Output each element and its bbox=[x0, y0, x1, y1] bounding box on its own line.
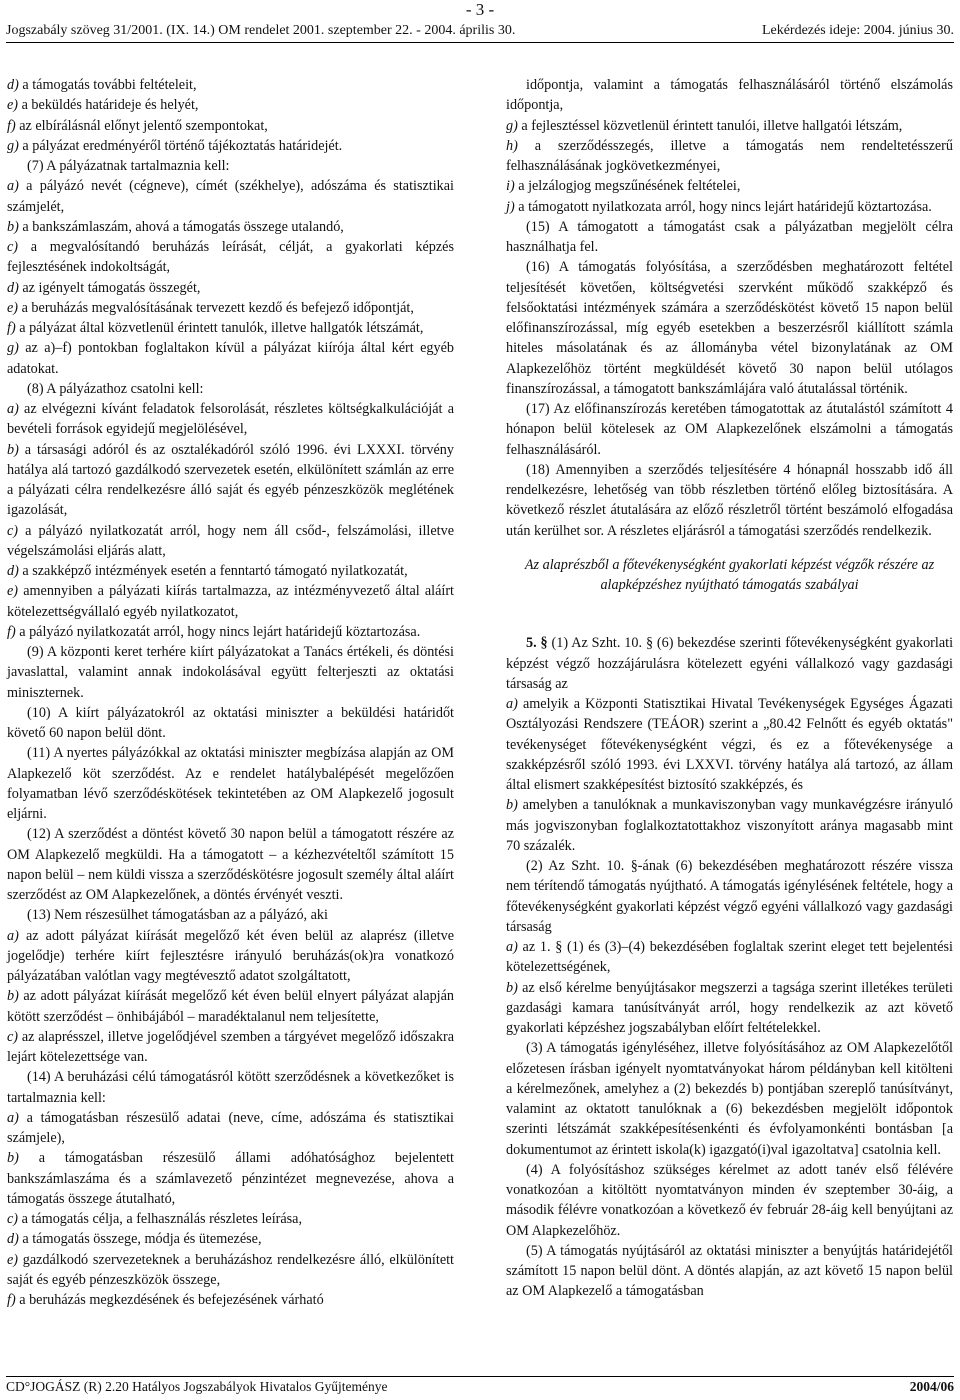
paragraph-text: (10) A kiírt pályázatokról az oktatási miniszter a beküldési határidőt követő 60 napon belül dönt. bbox=[7, 704, 454, 741]
paragraph bbox=[7, 95, 454, 115]
paragraph bbox=[506, 633, 953, 694]
paragraph-text: az elbírálásnál előnyt jelentő szempontokat, bbox=[15, 117, 268, 134]
paragraph bbox=[506, 136, 953, 177]
paragraph bbox=[7, 217, 454, 237]
paragraph bbox=[7, 521, 454, 562]
paragraph-text: a beküldés határideje és helyét, bbox=[18, 97, 199, 114]
paragraph bbox=[506, 1241, 953, 1302]
paragraph-text: időpontja, valamint a támogatás felhasználásáról történő elszámolás időpontja, bbox=[506, 77, 953, 114]
header-document-info: Jogszabály szöveg 31/2001. (IX. 14.) OM rendelet 2001. szeptember 22. - 2004. április 30. bbox=[6, 23, 516, 38]
paragraph-text: a bankszámlaszám, ahová a támogatás összege utalandó, bbox=[18, 218, 344, 235]
paragraph-text: a támogatás összege, módja és ütemezése, bbox=[18, 1231, 262, 1248]
paragraph bbox=[7, 379, 454, 399]
paragraph bbox=[506, 978, 953, 1039]
paragraph bbox=[7, 642, 454, 703]
paragraph-text: (17) Az előfinanszírozás keretében támogatottak az átutalástól számított 4 hónapon belül kötelesek az OM Alapkezelőnek elszámolni a támogatás felhasználásáról. bbox=[506, 401, 953, 458]
paragraph-text: (13) Nem részesülhet támogatásban az a pályázó, aki bbox=[27, 907, 328, 924]
paragraph-text: (11) A nyertes pályázókkal az oktatási miniszter megbízása alapján az OM Alapkezelő köt szerződést. Az e rendelet hatálybalépését megelőzően folyamatban lévő szerződéskötések tekintetében az OM Alapkezelő jogosult eljárni. bbox=[7, 745, 454, 822]
paragraph-text: a támogatás további feltételeit, bbox=[18, 77, 197, 93]
paragraph-text: a támogatás célja, a felhasználás részletes leírása, bbox=[18, 1211, 303, 1227]
paragraph-marker: d) bbox=[7, 279, 19, 296]
paragraph-text: a szerződésszegés, illetve a támogatás nem rendeltetésszerű felhasználásának jogkövetkezményei, bbox=[506, 137, 953, 174]
paragraph-marker: j) bbox=[506, 198, 515, 215]
paragraph-marker: a) bbox=[7, 401, 19, 417]
paragraph-text: (2) Az Szht. 10. §-ának (6) bekezdésében meghatározott részére vissza nem térítendő támogatás nyújtható. A támogatás igénylésének feltétele, hogy a főtevékenységként gyakorlati képzést végző egyéni vállalkozó vagy gazdasági társaság bbox=[506, 858, 953, 935]
paragraph bbox=[506, 937, 953, 978]
paragraph-text: a támogatott nyilatkozata arról, hogy nincs lejárt határidejű köztartozása. bbox=[514, 198, 932, 215]
paragraph bbox=[506, 694, 953, 795]
paragraph bbox=[7, 581, 454, 622]
paragraph bbox=[506, 856, 953, 937]
paragraph-text: (8) A pályázathoz csatolni kell: bbox=[27, 380, 204, 397]
paragraph-text: (1) Az Szht. 10. § (6) bekezdése szerinti főtevékenységként gyakorlati képzést végző hozzájárulásra kötelezett egyéni vállalkozó vagy gazdasági társaság az bbox=[506, 635, 954, 692]
paragraph bbox=[7, 1108, 454, 1149]
left-column bbox=[7, 75, 454, 1310]
paragraph-text: amennyiben a pályázati kiírás tartalmazza, az intézményvezető által aláírt kötelezettségvállaló egyéb nyilatkozatot, bbox=[7, 583, 454, 620]
paragraph bbox=[7, 1290, 454, 1310]
paragraph bbox=[506, 1038, 953, 1160]
paragraph-marker: b) bbox=[7, 441, 19, 458]
paragraph bbox=[7, 1229, 454, 1249]
paragraph-text: amelyben a tanulóknak a munkaviszonyban vagy munkavégzésre irányuló más jogviszonyban foglalkoztatottakhoz viszonyított aránya magasabb mint 70 százalék. bbox=[506, 797, 953, 854]
header-query-date: Lekérdezés ideje: 2004. június 30. bbox=[761, 23, 954, 38]
paragraph-marker: e) bbox=[7, 299, 19, 316]
paragraph-text: a pályázó nevét (cégneve), címét (székhelye), adószáma és statisztikai számjelét, bbox=[7, 178, 454, 215]
paragraph bbox=[506, 795, 953, 856]
paragraph-text: (9) A központi keret terhére kiírt pályázatokat a Tanács értékeli, és döntési javaslattal, valamint annak indokolásával együtt felterjeszti az oktatási miniszternek. bbox=[7, 644, 454, 701]
paragraph-marker: h) bbox=[506, 137, 518, 154]
paragraph bbox=[7, 136, 454, 156]
footer-edition: 2004/06 bbox=[909, 1379, 954, 1394]
paragraph-marker: f) bbox=[7, 320, 16, 336]
paragraph bbox=[7, 176, 454, 217]
paragraph bbox=[7, 926, 454, 987]
paragraph-marker: f) bbox=[7, 1292, 16, 1308]
paragraph-marker: b) bbox=[7, 218, 19, 235]
footer-publisher: CD°JOGÁSZ (R) 2.20 Hatályos Jogszabályok Hivatalos Gyűjteménye bbox=[6, 1379, 388, 1394]
paragraph-marker: b) bbox=[7, 988, 19, 1005]
paragraph-text: a megvalósítandó beruházás leírását, célját, a gyakorlati képzés fejlesztésének indokoltságát, bbox=[7, 239, 454, 276]
paragraph bbox=[7, 743, 454, 824]
paragraph-text: a beruházás megvalósításának tervezett kezdő és befejező időpontját, bbox=[18, 299, 414, 316]
paragraph bbox=[7, 1209, 454, 1229]
paragraph-marker: 5. § bbox=[526, 635, 548, 652]
paragraph bbox=[506, 197, 953, 217]
paragraph-marker: g) bbox=[7, 137, 19, 154]
paragraph bbox=[506, 257, 953, 399]
paragraph bbox=[7, 905, 454, 925]
paragraph bbox=[7, 986, 454, 1027]
paragraph bbox=[7, 440, 454, 521]
paragraph-text: amelyik a Központi Statisztikai Hivatal Tevékenységek Egységes Ágazati Osztályozási Rendszere (TEÁOR) szerint a „80.42 Felnőtt és egyéb oktatás" tevékenységet főtevékenységként végzi, és ez a főtevékenysége a szakképzésről szóló 1993. évi LXXVI. törvény hatálya alá tartozó, az állam által elismert szakképesítést biztosító szakképzés, és bbox=[506, 696, 953, 793]
paragraph-text: az a)–f) pontokban foglaltakon kívül a pályázat kiírója által kért egyéb adatokat. bbox=[7, 340, 454, 377]
paragraph bbox=[506, 217, 953, 258]
paragraph-text: az elvégezni kívánt feladatok felsorolását, részletes költségkalkulációját a bevételi források egyidejű megjelölésével, bbox=[7, 401, 454, 438]
paragraph-marker: g) bbox=[506, 117, 518, 134]
paragraph bbox=[7, 75, 454, 95]
paragraph-text: a fejlesztéssel közvetlenül érintett tanulói, illetve hallgatói létszám, bbox=[517, 117, 903, 134]
paragraph bbox=[7, 703, 454, 744]
paragraph bbox=[7, 237, 454, 278]
section-title: Az alaprészből a főtevékenységként gyakorlati képzést végzők részére az alapképzéshez nyújtható támogatás szabályai bbox=[524, 556, 935, 593]
paragraph-text: az 1. § (1) és (3)–(4) bekezdésében foglaltak szerint eleget tett bejelentési kötelezettségének, bbox=[506, 939, 953, 976]
paragraph-marker: a) bbox=[506, 939, 518, 955]
paragraph-text: a beruházás megkezdésének és befejezésének várható bbox=[15, 1292, 324, 1308]
paragraph-text: az alaprésszel, illetve jogelődjével szemben a tárgyévet megelőző időszakra lejárt kötelezettsége van. bbox=[7, 1028, 454, 1065]
paragraph-text: az adott pályázat kiírását megelőző két éven belül az alaprész (illetve jogelődje) terhére kiírt fejlesztésre irányuló beruházás(ok)ra vonatkozó pályázatában valótlan vagy megtévesztő adatot szolgáltatott, bbox=[7, 927, 454, 984]
paragraph-text: (14) A beruházási célú támogatásról kötött szerződésnek a következőket is tartalmaznia kell: bbox=[7, 1069, 454, 1106]
paragraph-marker: g) bbox=[7, 340, 19, 357]
paragraph bbox=[7, 116, 454, 136]
paragraph-marker: a) bbox=[7, 1109, 19, 1126]
paragraph bbox=[7, 824, 454, 905]
paragraph-marker: d) bbox=[7, 1231, 19, 1248]
paragraph-text: (18) Amennyiben a szerződés teljesítésére 4 hónapnál hosszabb idő áll rendelkezésre, lehetőség van több részletben történő előleg biztosítására. A következő részlet átutalására az előző részletről történt beszámoló elfogadása után kerülhet sor. A részletes eljárásról a támogatási szerződés rendelkezik. bbox=[506, 461, 953, 539]
paragraph-marker: i) bbox=[506, 178, 515, 195]
page-header bbox=[6, 22, 954, 43]
paragraph bbox=[506, 75, 953, 116]
right-column bbox=[506, 75, 953, 1302]
paragraph bbox=[7, 1250, 454, 1291]
paragraph-text: gazdálkodó szervezeteknek a beruházáshoz rendelkezésre álló, elkülönített saját és egyéb pénzeszközök összege, bbox=[7, 1251, 454, 1288]
paragraph-text: a jelzálogjog megszűnésének feltételei, bbox=[514, 178, 741, 195]
paragraph-marker: d) bbox=[7, 563, 19, 579]
paragraph-marker: c) bbox=[7, 1028, 19, 1045]
paragraph bbox=[7, 399, 454, 440]
paragraph-marker: c) bbox=[7, 239, 19, 255]
paragraph-text: a pályázó nyilatkozatát arról, hogy nem áll csőd-, felszámolási, illetve végelszámolási eljárás alatt, bbox=[7, 522, 454, 559]
paragraph bbox=[7, 298, 454, 318]
paragraph bbox=[7, 156, 454, 176]
page-number: - 3 - bbox=[465, 0, 495, 19]
paragraph-text: (16) A támogatás folyósítása, a szerződésben meghatározott feltétel teljesítését követően, költségvetési szervként működő szakképző és felsőoktatási intézmények számára a szerződéskötést követő 15 napon belül előfinanszírozással, míg egyéb esetekben a beszerzésről kiállított számla hiteles másolatának és az állományba vétel bizonylatának az OM Alapkezelőhöz történt megküldését követő 30 napon belül utólagos finanszírozással, a támogatott bankszámlájára való átutalással történik. bbox=[506, 259, 953, 397]
paragraph-text: (7) A pályázatnak tartalmaznia kell: bbox=[27, 158, 230, 174]
paragraph-marker: f) bbox=[7, 117, 16, 134]
paragraph bbox=[7, 622, 454, 642]
paragraph-marker: f) bbox=[7, 623, 16, 640]
paragraph-text: (15) A támogatott a támogatást csak a pályázatban megjelölt célra használhatja fel. bbox=[506, 218, 953, 255]
paragraph bbox=[7, 318, 454, 338]
paragraph bbox=[7, 338, 454, 379]
paragraph-marker: a) bbox=[7, 927, 19, 944]
paragraph bbox=[7, 1148, 454, 1209]
page-footer bbox=[6, 1376, 954, 1397]
paragraph-marker: b) bbox=[506, 979, 518, 996]
paragraph bbox=[7, 1027, 454, 1068]
paragraph-text: a pályázat által közvetlenül érintett tanulók, illetve hallgatók létszámát, bbox=[15, 320, 424, 336]
paragraph bbox=[506, 1160, 953, 1241]
paragraph-marker: a) bbox=[506, 696, 518, 712]
paragraph-text: (12) A szerződést a döntést követő 30 napon belül a támogatott részére az OM Alapkezelő megküldi. Ha a támogatott – a kézhezvételtől számított 15 napon belül – nem küldi vissza a szerződéskötésre jogosult személy által aláírt szerződést az OM Alapkezelőnek, a döntés érvényét veszti. bbox=[7, 826, 454, 903]
paragraph-text: a szakképző intézmények esetén a fenntartó támogató nyilatkozatát, bbox=[18, 563, 408, 579]
paragraph bbox=[506, 460, 953, 541]
paragraph-marker: b) bbox=[506, 797, 518, 814]
paragraph-text: (3) A támogatás igényléséhez, illetve folyósításához az OM Alapkezelőtől előzetesen írásban igényelt nyomtatványokat három példányban kell kitölteni a kérelmezőnek, amelyhez a (2) bekezdés b) pontjában szereplő tanúsítványt, valamint az oktatott tanulóknak a (6) bekezdésben megjelölt időpontok szerinti létszámát szakképesítésenkénti és évfolyamonkénti bontásban [a dokumentumot az érintett iskola(k) igazgató(i)val igazoltatva] csatolnia kell. bbox=[506, 1040, 953, 1158]
paragraph-marker: d) bbox=[7, 77, 19, 93]
paragraph bbox=[506, 399, 953, 460]
paragraph-text: az adott pályázat kiírását megelőző két éven belül elnyert pályázat alapján kötött szerződést – önhibájából – maradéktalanul nem teljesítette, bbox=[7, 988, 454, 1025]
paragraph-text: a társasági adóról és az osztalékadóról szóló 1996. évi LXXXI. törvény hatálya alá tartozó gazdálkodó szervezetek esetén, elkülönített számlán az erre a pályázati célra rendelkezésre álló saját és egyéb pénzeszközök meglétének igazolását, bbox=[7, 441, 454, 519]
paragraph-marker: c) bbox=[7, 1211, 19, 1227]
paragraph-text: a támogatásban részesülő adatai (neve, címe, adószáma és statisztikai számjele), bbox=[7, 1109, 454, 1146]
paragraph-text: a támogatásban részesülő állami adóhatósághoz bejelentett bankszámlaszáma és a számlavezető pénzintézet megnevezése, ahova a támogatás összege átutalható, bbox=[7, 1150, 454, 1207]
paragraph bbox=[506, 116, 953, 136]
paragraph-text: a pályázat eredményéről történő tájékoztatás határidejét. bbox=[18, 137, 343, 154]
paragraph-text: (4) A folyósításhoz szükséges kérelmet az adott tanév első félévére vonatkozóan a kitöltött nyomtatványon minden év szeptember 30-áig, a második félévre vonatkozóan a következő év február 28-áig kell benyújtani az OM Alapkezelőhöz. bbox=[506, 1161, 953, 1239]
paragraph bbox=[506, 176, 953, 196]
paragraph bbox=[7, 278, 454, 298]
paragraph-text: az igényelt támogatás összegét, bbox=[18, 279, 201, 296]
paragraph-text: (5) A támogatás nyújtásáról az oktatási miniszter a benyújtás határidejétől számított 15 napon belül dönt. A döntés alapján, az azt követő 15 napon belül az OM Alapkezelő a támogatásban bbox=[506, 1242, 953, 1300]
paragraph-marker: b) bbox=[7, 1150, 19, 1167]
paragraph-marker: c) bbox=[7, 522, 19, 539]
paragraph-marker: a) bbox=[7, 178, 19, 195]
paragraph-text: az első kérelme benyújtásakor megszerzi a tagsága szerint illetékes területi gazdasági kamara tanúsítványát arról, hogy rendelkezik az azt követő gyakorlati képzéshez jogszabályban előírt feltételekkel. bbox=[506, 979, 953, 1036]
paragraph-text: a pályázó nyilatkozatát arról, hogy nincs lejárt határidejű köztartozása. bbox=[15, 623, 421, 640]
paragraph-marker: e) bbox=[7, 1251, 19, 1268]
paragraph bbox=[7, 561, 454, 581]
paragraph-marker: e) bbox=[7, 97, 19, 114]
paragraph-marker: e) bbox=[7, 583, 19, 600]
paragraph bbox=[7, 1067, 454, 1108]
